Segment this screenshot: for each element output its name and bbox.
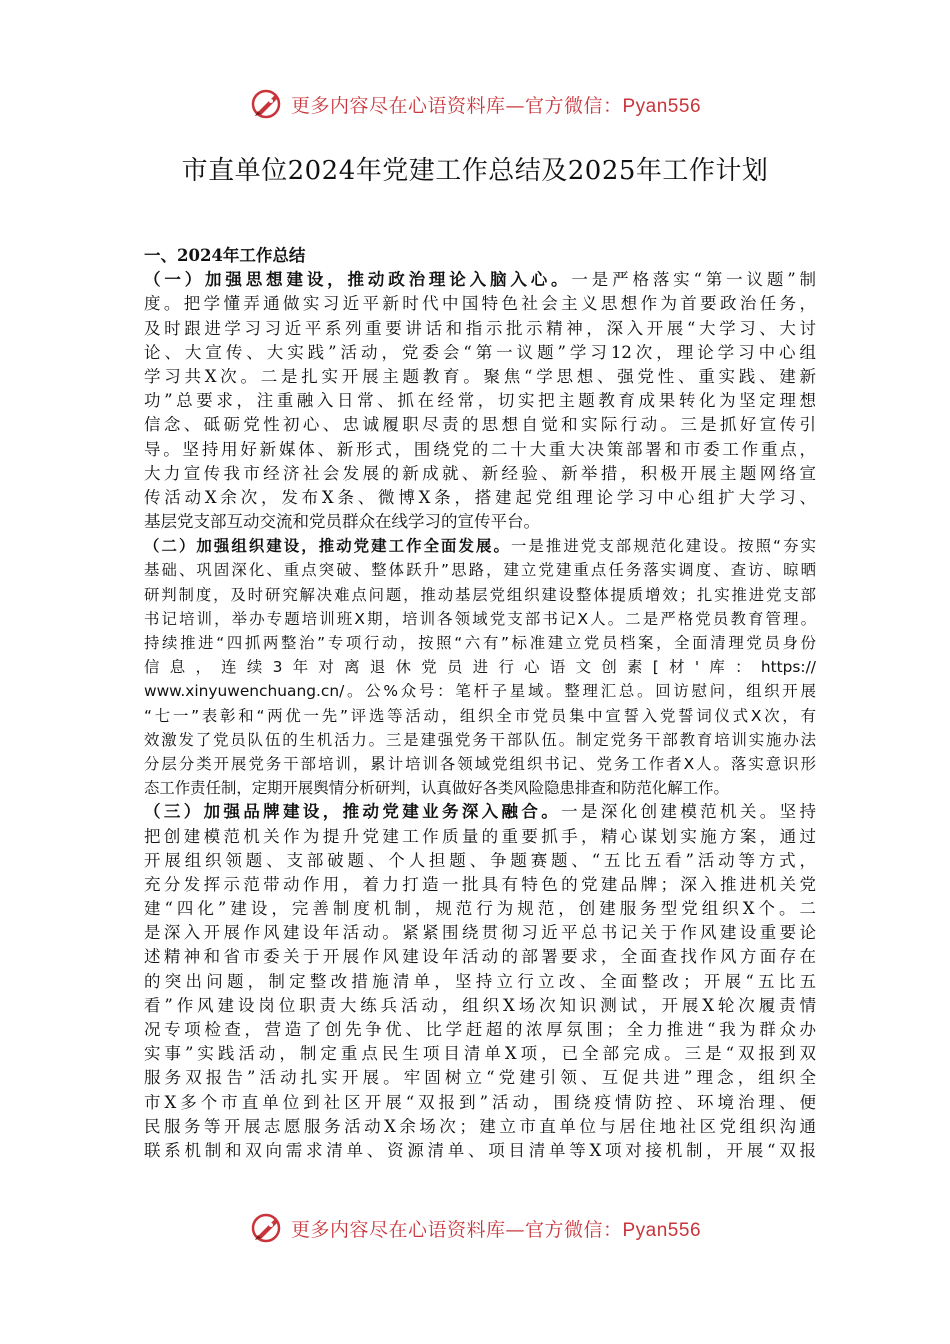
paragraph-line: 充分发挥示范带动作用，着力打造一批具有特色的党建品牌；深入推进机关党 — [144, 874, 816, 894]
paragraph-lead: （二）加强组织建设，推动党建工作全面发展。 — [144, 537, 511, 556]
watermark-header — [0, 84, 950, 124]
paragraph-line: 基础、巩固深化、重点突破、整体跃升”思路，建立党建重点任务落实调度、查访、晾晒 — [144, 561, 816, 580]
paragraph-brand-building — [144, 800, 816, 1163]
paragraph-line: 论、大宣传、大实践”活动，党委会“第一议题”学习12次，理论学习中心组 — [144, 342, 816, 362]
paragraph-line: 持续推进“四抓两整治”专项行动，按照“六有”标准建立党员档案，全面清理党员身份 — [144, 634, 816, 652]
pen-logo-icon — [249, 86, 285, 122]
paragraph-line: （一）加强思想建设，推动政治理论入脑入心。一是严格落实“第一议题”制 — [144, 270, 816, 290]
watermark-text: 更多内容尽在心语资料库—官方微信：Pyan556 — [290, 94, 702, 117]
paragraph-line: 书记培训，举办专题培训班X期，培训各领域党支部书记X人。二是严格党员教育管理。 — [144, 609, 816, 628]
paragraph-line: （二）加强组织建设，推动党建工作全面发展。一是推进党支部规范化建设。按照“夯实 — [144, 537, 816, 556]
paragraph-line: 态工作责任制，定期开展舆情分析研判，认真做好各类风险隐患排查和防范化解工作。 — [144, 779, 729, 798]
paragraph-line: 联系机制和双向需求清单、资源清单、项目清单等X项对接机制，开展“双报 — [144, 1140, 816, 1160]
paragraph-line: 开展组织领题、支部破题、个人担题、争题赛题、“五比五看”活动等方式， — [144, 850, 816, 870]
paragraph-line: 基层党支部互动交流和党员群众在线学习的宣传平台。 — [144, 512, 540, 532]
section-heading: 一、2024年工作总结 — [144, 246, 306, 265]
paragraph-line: 实事”实践活动，制定重点民生项目清单X项，已全部完成。三是“双报到双 — [144, 1044, 816, 1064]
paragraph-lead: （三）加强品牌建设，推动党建业务深入融合。 — [144, 802, 562, 822]
paragraph-line: 传活动X余次，发布X条、微博X条，搭建起党组理论学习中心组扩大学习、 — [144, 487, 816, 507]
paragraph-line: 把创建模范机关作为提升党建工作质量的重要抓手，精心谋划实施方案，通过 — [144, 826, 816, 846]
watermark-account: Pyan556 — [622, 1219, 702, 1241]
paragraph-line: 是深入开展作风建设年活动。紧紧围绕贯彻习近平总书记关于作风建设重要论 — [144, 923, 816, 943]
paragraph-line: 导。坚持用好新媒体、新形式，围绕党的二十大重大决策部署和市委工作重点， — [144, 439, 816, 459]
paragraph-line: 度。把学懂弄通做实习近平新时代中国特色社会主义思想作为首要政治任务， — [144, 294, 816, 314]
paragraph-line: “七一”表彰和“两优一先”评选等活动，组织全市党员集中宣誓入党誓词仪式X次，有 — [144, 706, 816, 725]
paragraph-line: 况专项检查，营造了创先争优、比学赶超的浓厚氛围；全力推进“我为群众办 — [144, 1020, 816, 1039]
paragraph-line: 信息，连续3年对离退休党员进行心语文创素[材'库：https:// — [144, 658, 816, 677]
watermark-footer — [0, 1208, 950, 1248]
paragraph-line: 建“四化”建设，完善制度机制，规范行为规范，创建服务型党组织X个。二 — [144, 899, 816, 919]
paragraph-line: 服务双报告”活动扎实开展。牢固树立“党建引领、互促共进”理念，组织全 — [144, 1068, 816, 1088]
paragraph-thought-building — [144, 268, 816, 534]
paragraph-line: 学习共X次。二是扎实开展主题教育。聚焦“学思想、强党性、重实践、建新 — [144, 366, 816, 386]
paragraph-line: 看”作风建设岗位职责大练兵活动，组织X场次知识测试，开展X轮次履责情 — [144, 995, 816, 1015]
paragraph-line: 述精神和省市委关于开展作风建设年活动的部署要求，全面查找作风方面存在 — [144, 947, 816, 967]
paragraph-line: 效激发了党员队伍的生机活力。三是建强党务干部队伍。制定党务干部教育培训实施办法 — [144, 730, 816, 749]
paragraph-line: 大力宣传我市经济社会发展的新成就、新经验、新举措，积极开展主题网络宣 — [144, 463, 816, 483]
paragraph-line: 市X多个市直单位到社区开展“双报到”活动，围绕疫情防控、环境治理、便 — [144, 1092, 816, 1112]
paragraph-line: 分层分类开展党务干部培训，累计培训各领域党组织书记、党务工作者X人。落实意识形 — [144, 754, 816, 773]
document-body — [144, 244, 816, 1163]
pen-logo-icon — [249, 1210, 285, 1246]
paragraph-line: www.xinyuwenchuang.cn/。公%众号：笔杆子星域。整理汇总。回访慰问，组织开展 — [144, 682, 816, 701]
paragraph-line: 民服务等开展志愿服务活动X余场次；建立市直单位与居住地社区党组织沟通 — [144, 1116, 816, 1136]
paragraph-line: 研判制度，及时研究解决难点问题，推动基层党组织建设整体提质增效；扎实推进党支部 — [144, 585, 816, 604]
paragraph-organization-building — [144, 534, 816, 800]
paragraph-lead: （一）加强思想建设，推动政治理论入脑入心。 — [144, 270, 572, 290]
document-title: 市直单位2024年党建工作总结及2025年工作计划 — [181, 156, 769, 186]
paragraph-line: 的突出问题，制定整改措施清单，坚持立行立改、全面整改；开展“五比五 — [144, 971, 816, 991]
paragraph-line: 功”总要求，注重融入日常、抓在经常，切实把主题教育成果转化为坚定理想 — [144, 391, 816, 411]
paragraph-line: 及时跟进学习习近平系列重要讲话和指示批示精神，深入开展“大学习、大讨 — [144, 318, 816, 338]
watermark-text: 更多内容尽在心语资料库—官方微信：Pyan556 — [290, 1218, 702, 1241]
paragraph-line: 信念、砥砺党性初心、忠诚履职尽责的思想自觉和实际行动。三是抓好宣传引 — [144, 415, 816, 435]
watermark-account: Pyan556 — [622, 95, 702, 117]
paragraph-line: （三）加强品牌建设，推动党建业务深入融合。一是深化创建模范机关。坚持 — [144, 802, 816, 822]
